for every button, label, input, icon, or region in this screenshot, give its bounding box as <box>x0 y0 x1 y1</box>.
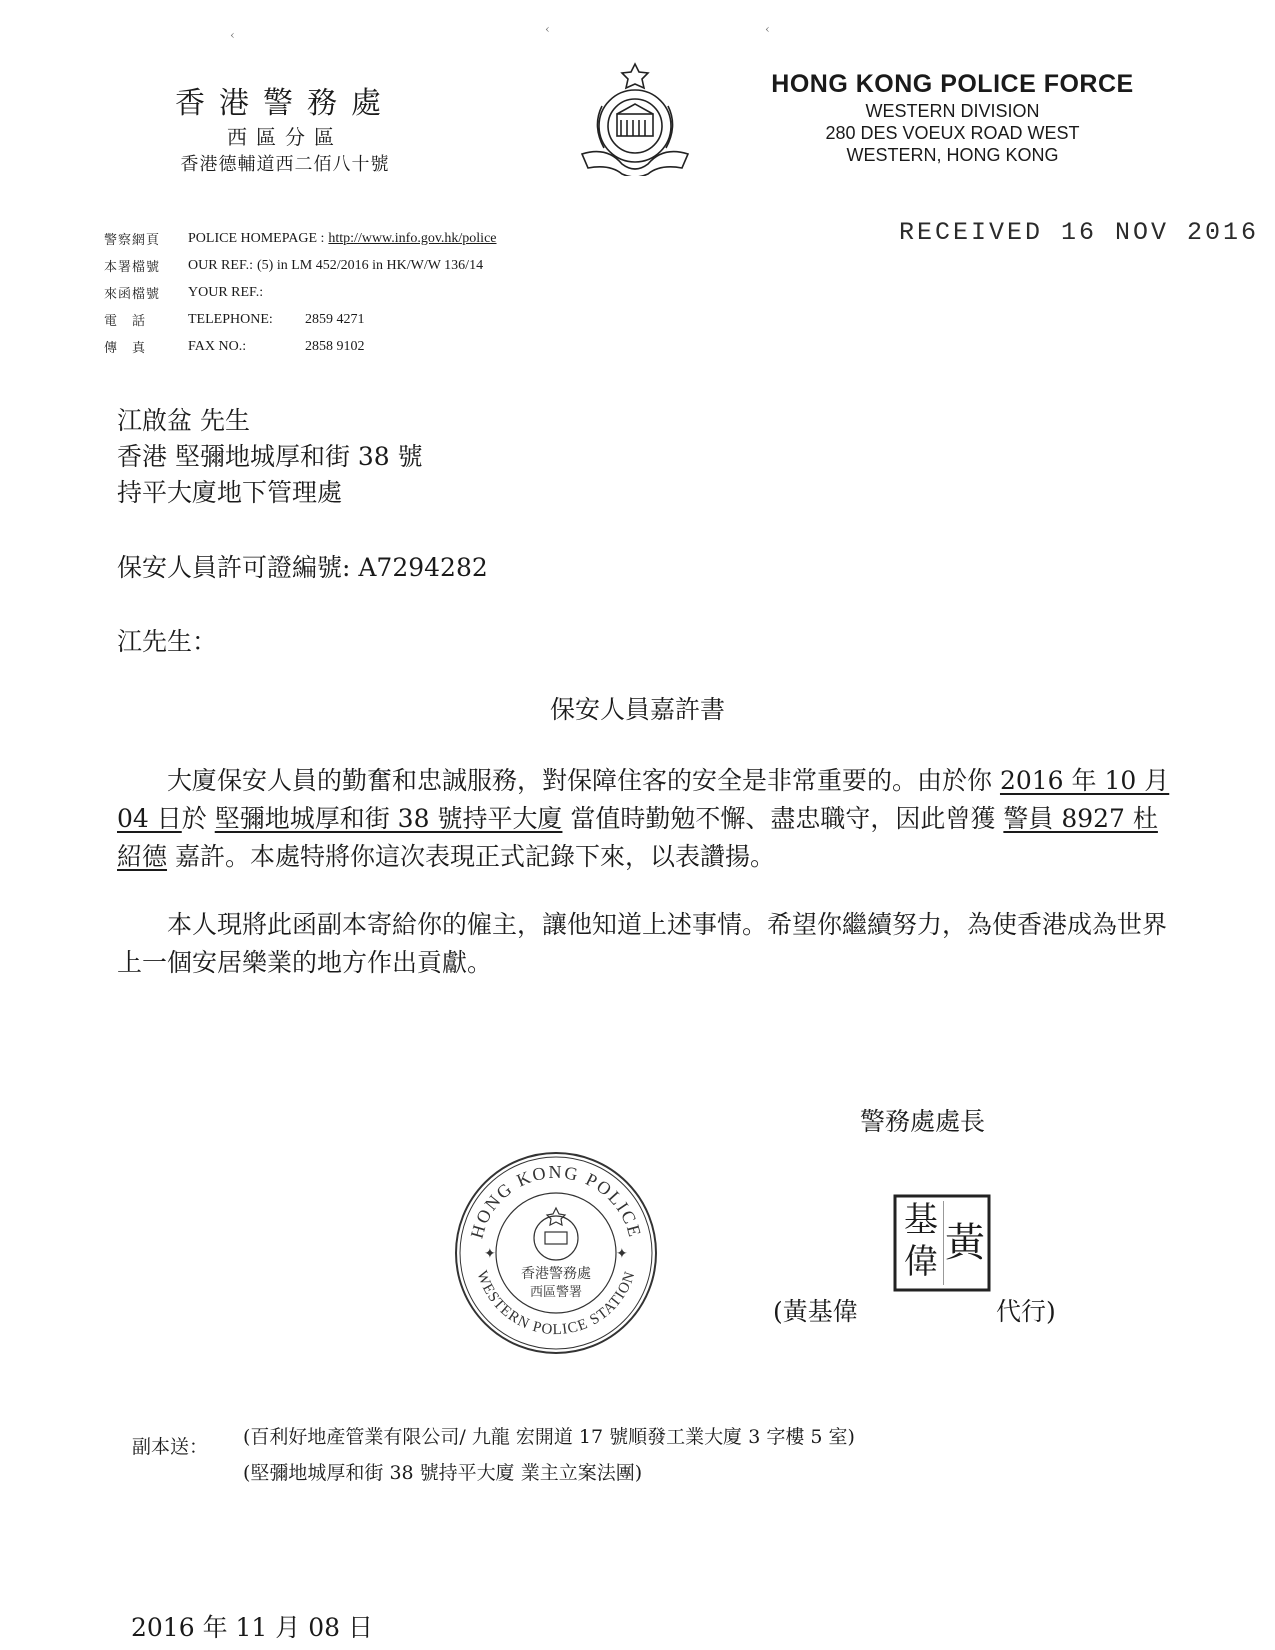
para2-text: 本人現將此函副本寄給你的僱主，讓他知道上述事情。希望你繼續努力，為使香港成為世界上一個安居樂業的地方作出貢獻。 <box>117 910 1168 977</box>
received-stamp: RECEIVED 16 NOV 2016 <box>899 218 1260 247</box>
addressee-line1: 香港 堅彌地城厚和街 38 號 <box>117 442 423 471</box>
letter-subject: 保安人員嘉許書 <box>549 695 725 724</box>
para1-text4: 嘉許。本處特將你這次表現正式記錄下來，以表讚揚。 <box>174 842 775 871</box>
scan-mark: ‹ <box>545 22 550 36</box>
commendation-place: 堅彌地城厚和街 38 號持平大廈 <box>214 804 563 833</box>
ref-label-zh: 電 話 <box>104 314 147 329</box>
ref-row-fax <box>104 333 497 360</box>
header-zh-title: 香港警務處 <box>175 86 395 121</box>
seal-char: 基 <box>904 1200 938 1240</box>
ref-label-en: OUR REF.: <box>188 257 254 273</box>
ref-row-your-ref <box>104 279 497 306</box>
letter-date: 2016 年 11 月 08 日 <box>131 1613 373 1642</box>
ref-label-zh: 來函檔號 <box>104 287 161 302</box>
seal-char: 偉 <box>904 1242 938 1282</box>
header-zh-address: 香港德輔道西二佰八十號 <box>180 154 390 175</box>
fax-value: 2858 9102 <box>305 338 365 354</box>
homepage-link[interactable]: http://www.info.gov.hk/police <box>328 230 497 246</box>
our-ref-value: (5) in LM 452/2016 in HK/W/W 136/14 <box>257 257 484 273</box>
ref-label-en: TELEPHONE: <box>188 311 273 327</box>
ref-label-zh: 傳 真 <box>104 341 147 356</box>
ref-label-en: YOUR REF.: <box>188 284 264 300</box>
stamp-center-text2: 西區警署 <box>529 1285 583 1300</box>
para1-text2: 於 <box>181 804 207 833</box>
stamp-center-text1: 香港警務處 <box>521 1266 591 1282</box>
ref-label-zh: 警察網頁 <box>104 233 161 248</box>
stamp-star-icon: ✦ <box>484 1246 496 1262</box>
header-zh-division: 西區分區 <box>227 125 343 149</box>
commendation-date: 2016 年 10 月 04 日 <box>117 766 1170 833</box>
stamp-star-icon: ✦ <box>616 1246 628 1262</box>
commending-officer: 警員 8927 杜紹德 <box>117 804 1158 871</box>
seal-char: 黃 <box>943 1201 986 1285</box>
cc-recipient-2: (堅彌地城厚和街 38 號持平大廈 業主立案法團) <box>243 1462 643 1484</box>
signatory-name: (黃基偉 <box>773 1297 858 1326</box>
header-en-address2: WESTERN, HONG KONG <box>846 145 1059 165</box>
header-en-title: HONG KONG POLICE FORCE <box>771 70 1134 98</box>
reference-block <box>104 225 497 360</box>
body-paragraph-1 <box>117 762 1182 876</box>
scan-mark: ‹ <box>765 22 770 36</box>
addressee-name: 江啟盆 先生 <box>117 406 250 435</box>
scan-mark: ‹ <box>230 28 235 42</box>
personal-seal <box>892 1193 992 1293</box>
addressee-block <box>117 403 423 511</box>
body-paragraph-2 <box>117 906 1182 982</box>
police-station-stamp <box>453 1150 659 1356</box>
permit-number: 保安人員許可證編號: A7294282 <box>117 553 488 582</box>
para1-text1: 大廈保安人員的勤奮和忠誠服務，對保障住客的安全是非常重要的。由於你 <box>167 766 993 795</box>
signatory-acting: 代行) <box>996 1297 1056 1326</box>
cc-label: 副本送： <box>132 1436 209 1458</box>
header-english <box>760 68 1145 166</box>
stamp-bottom-text: WESTERN POLICE STATION <box>473 1268 639 1339</box>
ref-row-homepage <box>104 225 497 252</box>
signatory-title: 警務處處長 <box>860 1107 986 1136</box>
ref-row-our-ref <box>104 252 497 279</box>
ref-label-en: POLICE HOMEPAGE : <box>188 230 325 246</box>
stamp-crest-icon <box>534 1208 578 1260</box>
addressee-line2: 持平大廈地下管理處 <box>117 478 343 507</box>
ref-label-en: FAX NO.: <box>188 338 247 354</box>
stamp-top-text: HONG KONG POLICE <box>466 1161 646 1241</box>
para1-text3: 當值時勤勉不懈、盡忠職守，因此曾獲 <box>570 804 996 833</box>
header-en-division: WESTERN DIVISION <box>865 101 1040 121</box>
header-chinese <box>150 86 420 178</box>
telephone-value: 2859 4271 <box>305 311 365 327</box>
cc-recipient-1: (百利好地產管業有限公司/ 九龍 宏開道 17 號順發工業大廈 3 字樓 5 室) <box>243 1426 855 1448</box>
salutation: 江先生： <box>117 627 218 656</box>
header-en-address1: 280 DES VOEUX ROAD WEST <box>825 123 1080 143</box>
police-crest-icon <box>572 58 698 176</box>
ref-label-zh: 本署檔號 <box>104 260 161 275</box>
ref-row-telephone <box>104 306 497 333</box>
